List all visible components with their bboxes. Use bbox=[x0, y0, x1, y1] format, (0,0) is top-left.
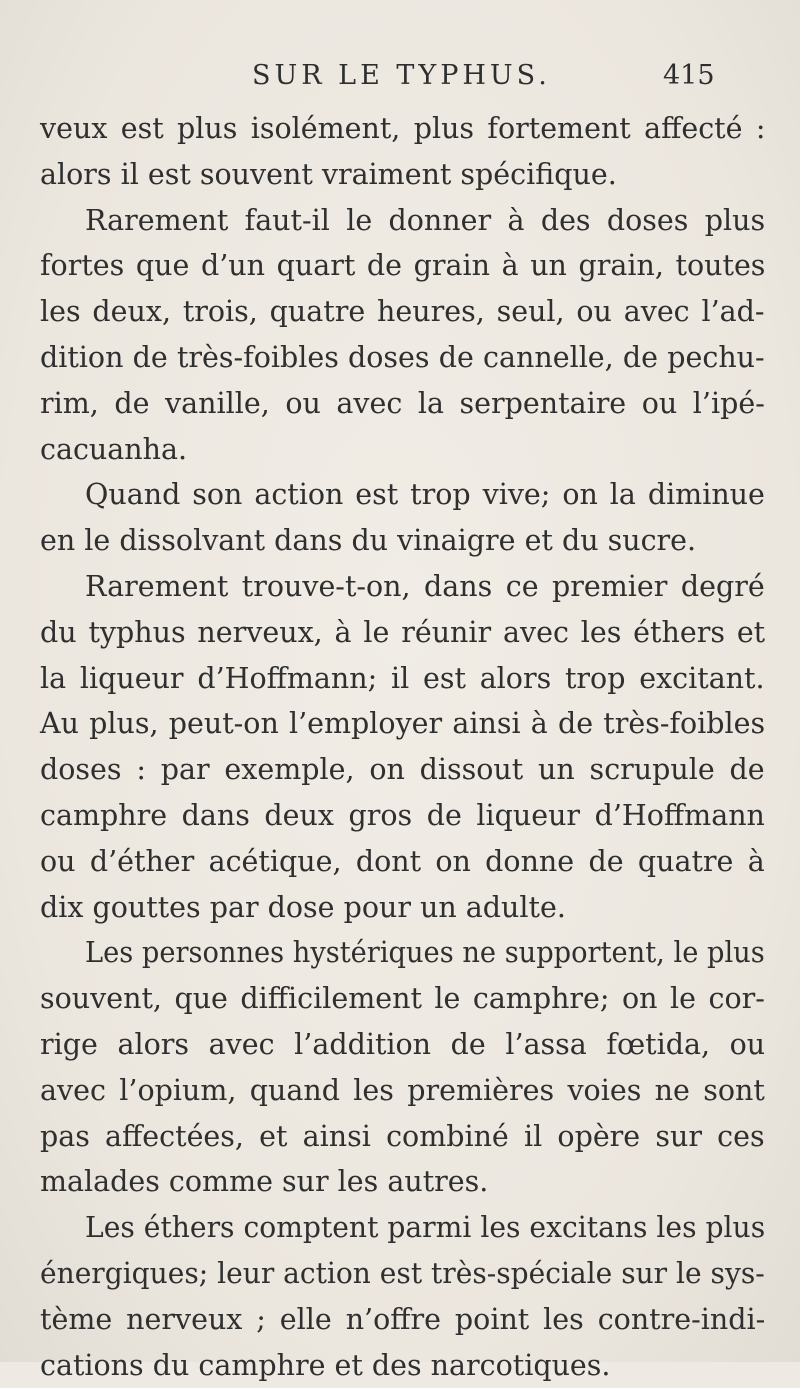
text-line: camphre dans deux gros de liqueur d’Hoffmann bbox=[40, 799, 765, 832]
text-line: Les éthers comptent parmi les excitans les plus bbox=[85, 1211, 766, 1245]
text-line: dition de très-foibles doses de cannelle, de pechu- bbox=[40, 341, 765, 374]
text-line: Rarement trouve-t-on, dans ce premier degré bbox=[85, 570, 765, 603]
page-header bbox=[0, 56, 800, 102]
page-number: 415 bbox=[663, 60, 715, 91]
text-line: Les personnes hystériques ne supportent, le plus bbox=[85, 936, 765, 970]
running-head: SUR LE TYPHUS. bbox=[252, 60, 551, 91]
text-line: cacuanha. bbox=[40, 432, 188, 466]
text-line: cations du camphre et des narcotiques. bbox=[40, 1348, 611, 1382]
text-line: Quand son action est trop vive; on la diminue bbox=[85, 478, 765, 512]
text-line: Rarement faut-il le donner à des doses plus bbox=[85, 203, 766, 237]
text-line: la liqueur d’Hoffmann; il est alors trop excitant. bbox=[40, 661, 765, 695]
text-line: en le dissolvant dans du vinaigre et du sucre. bbox=[40, 524, 697, 558]
text-line: les deux, trois, quatre heures, seul, ou avec l’ad- bbox=[40, 295, 765, 329]
text-line: pas affectées, et ainsi combiné il opère sur ces bbox=[40, 1119, 765, 1153]
text-line: alors il est souvent vraiment spécifique. bbox=[40, 157, 617, 191]
text-line: doses : par exemple, on dissout un scrupule de bbox=[40, 753, 765, 787]
text-line: rim, de vanille, ou avec la serpentaire ou l’ipé- bbox=[40, 386, 765, 420]
text-line: ou d’éther acétique, dont on donne de quatre à bbox=[40, 844, 765, 878]
text-line: veux est plus isolément, plus fortement affecté : bbox=[40, 112, 766, 145]
text-line: rige alors avec l’addition de l’assa fœtida, ou bbox=[40, 1028, 766, 1061]
text-line: fortes que d’un quart de grain à un grain, toutes bbox=[40, 249, 766, 283]
text-line: Au plus, peut-on l’employer ainsi à de très-foibles bbox=[40, 707, 766, 741]
text-line: avec l’opium, quand les premières voies ne sont bbox=[40, 1073, 765, 1107]
text-line: tème nerveux ; elle n’offre point les contre-indi- bbox=[40, 1302, 766, 1336]
text-line: du typhus nerveux, à le réunir avec les éthers et bbox=[40, 615, 766, 649]
text-line: énergiques; leur action est très-spéciale sur le sys- bbox=[40, 1257, 765, 1290]
text-line: dix gouttes par dose pour un adulte. bbox=[40, 890, 566, 924]
text-line: malades comme sur les autres. bbox=[40, 1165, 489, 1199]
text-line: souvent, que difficilement le camphre; on le cor- bbox=[40, 982, 765, 1016]
